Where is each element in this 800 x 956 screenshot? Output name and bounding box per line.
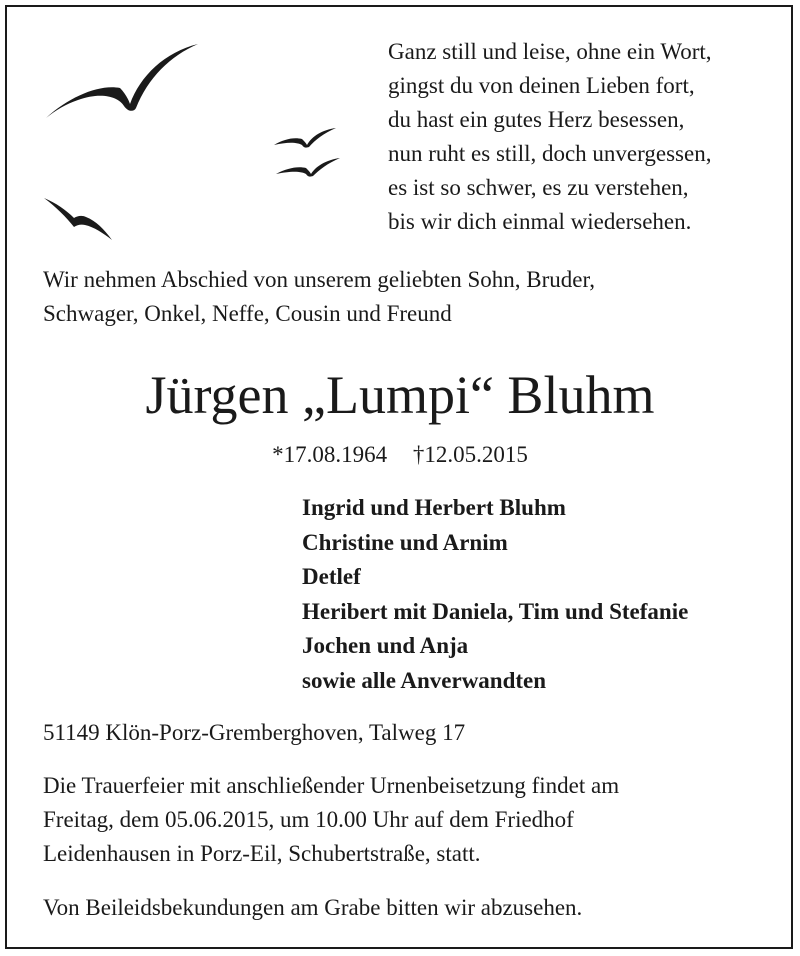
- mourner-line: Detlef: [302, 564, 361, 589]
- intro-line: Schwager, Onkel, Neffe, Cousin und Freund: [43, 301, 452, 326]
- mourner-line: Heribert mit Daniela, Tim und Stefanie: [302, 598, 689, 624]
- intro-line: Wir nehmen Abschied von unserem geliebten Sohn, Bruder,: [43, 267, 595, 292]
- life-dates: [0, 438, 800, 472]
- small-bird-icon: [274, 128, 336, 148]
- closing-note: Von Beileidsbekundungen am Grabe bitten wir abzusehen.: [43, 895, 583, 920]
- mourner-line: Ingrid und Herbert Bluhm: [302, 495, 566, 520]
- mourner-line: Christine und Arnim: [302, 529, 508, 555]
- poem-line: nun ruht es still, doch unvergessen,: [388, 141, 712, 166]
- poem-line: bis wir dich einmal wiedersehen.: [388, 209, 692, 234]
- birds-illustration: [0, 0, 360, 260]
- ceremony-info: [43, 769, 619, 871]
- poem-line: gingst du von deinen Lieben fort,: [388, 73, 695, 98]
- mourners-list: [302, 491, 688, 698]
- poem-line: du hast ein gutes Herz besessen,: [388, 107, 685, 132]
- lower-bird-icon: [44, 198, 112, 240]
- address: 51149 Klön-Porz-Gremberghoven, Talweg 17: [43, 720, 466, 745]
- mourner-line: sowie alle Anverwandten: [302, 667, 547, 693]
- poem-line: Ganz still und leise, ohne ein Wort,: [388, 39, 712, 64]
- intro-text: [43, 263, 595, 331]
- poem: [388, 35, 712, 239]
- poem-line: es ist so schwer, es zu verstehen,: [388, 175, 689, 200]
- death-date: †12.05.2015: [412, 442, 528, 467]
- large-bird-icon: [46, 44, 198, 118]
- deceased-name: Jürgen „Lumpi“ Bluhm: [145, 365, 655, 425]
- ceremony-line: Leidenhausen in Porz-Eil, Schubertstraße, statt.: [43, 841, 481, 866]
- ceremony-line: Freitag, dem 05.06.2015, um 10.00 Uhr auf dem Friedhof: [43, 807, 574, 832]
- ceremony-line: Die Trauerfeier mit anschließender Urnenbeisetzung findet am: [43, 773, 620, 798]
- small-bird-icon: [276, 158, 340, 177]
- mourner-line: Jochen und Anja: [302, 633, 469, 658]
- birth-date: *17.08.1964: [272, 442, 388, 467]
